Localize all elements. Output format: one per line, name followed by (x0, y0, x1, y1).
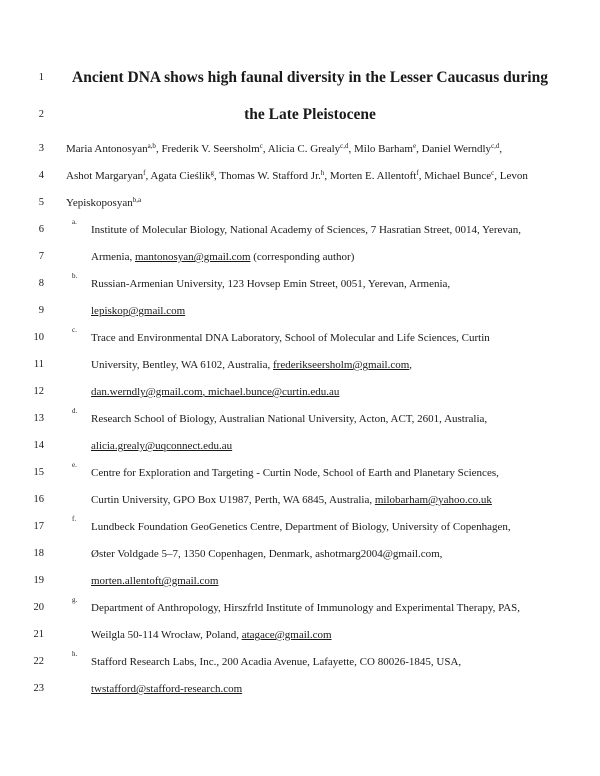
affiliation-b-line-2 (91, 301, 185, 321)
line-number: 13 (33, 413, 44, 424)
paper-title-line-2: the Late Pleistocene (244, 106, 376, 123)
email-link[interactable]: morten.allentoft@gmail.com (91, 575, 219, 587)
line-number: 3 (38, 143, 44, 154)
affiliation-a-line-1: Institute of Molecular Biology, National Academy of Sciences, 7 Hasratian Street, 0014, Yerevan, (91, 224, 522, 236)
author-name: Michael Bunce (424, 170, 492, 182)
author-affiliation-mark: c (491, 169, 495, 177)
author-affiliation-mark: c,d (491, 142, 500, 150)
line-number: 16 (33, 494, 44, 505)
manuscript-line (0, 166, 600, 186)
email-separator: , (202, 386, 209, 398)
line-number: 6 (38, 224, 44, 235)
author-name: Yepiskoposyan (66, 197, 133, 209)
manuscript-line (0, 544, 600, 564)
affiliation-marker: e. (72, 461, 77, 469)
email-text: michael.bunce@curtin.edu.au (208, 386, 340, 398)
affiliation-text: (corresponding author) (250, 251, 355, 263)
line-number: 21 (33, 629, 44, 640)
email-link[interactable]: frederikseersholm@gmail.com (273, 359, 410, 371)
affiliation-marker: g. (72, 596, 78, 604)
affiliation-f-line-3 (91, 571, 218, 591)
author-name: Alicia C. Grealy (267, 143, 341, 155)
email-link[interactable] (91, 386, 339, 398)
affiliation-marker: d. (72, 407, 78, 415)
manuscript-line (0, 274, 600, 294)
line-number: 23 (33, 683, 44, 694)
author-affiliation-mark: h (320, 169, 325, 177)
manuscript-line (0, 382, 600, 402)
affiliation-marker: b. (72, 272, 78, 280)
email-link[interactable]: mantonosyan@gmail.com (134, 251, 251, 263)
affiliation-f-line-1: Lundbeck Foundation GeoGenetics Centre, Department of Biology, University of Copenhagen, (91, 521, 511, 533)
line-number: 9 (38, 305, 44, 316)
manuscript-line (0, 105, 600, 125)
affiliation-e-line-2 (91, 490, 492, 510)
author-affiliation-mark: e (412, 142, 417, 150)
affiliation-g-line-2 (91, 625, 332, 645)
manuscript-line (0, 301, 600, 321)
affiliation-e-line-1: Centre for Exploration and Targeting - Curtin Node, School of Earth and Planetary Sciences, (91, 467, 499, 479)
line-number: 4 (38, 170, 44, 181)
author-affiliation-mark: f (143, 169, 146, 177)
author-name: Milo Barham (354, 143, 413, 155)
manuscript-line (0, 598, 600, 618)
author-affiliation-mark: c (259, 142, 263, 150)
affiliation-h-line-1: Stafford Research Labs, Inc., 200 Acadia Avenue, Lafayette, CO 80026-1845, USA, (91, 656, 462, 668)
author-name: Thomas W. Stafford Jr. (219, 170, 321, 182)
line-number: 18 (33, 548, 44, 559)
author-affiliation-mark: c,d (340, 142, 349, 150)
affiliation-marker: h. (72, 650, 78, 658)
line-number: 15 (33, 467, 44, 478)
affiliation-text: Weilgla 50-114 Wrocław, Poland, (91, 629, 242, 641)
manuscript-line (0, 436, 600, 456)
manuscript-line (0, 625, 600, 645)
affiliation-d-line-1: Research School of Biology, Australian National University, Acton, ACT, 2601, Australia, (91, 413, 488, 425)
paper-title-line-1: Ancient DNA shows high faunal diversity in the Lesser Caucasus during (72, 69, 548, 86)
affiliation-c-line-1: Trace and Environmental DNA Laboratory, School of Molecular and Life Sciences, Curtin (91, 332, 490, 344)
author-affiliation-mark: g (210, 169, 215, 177)
author-name: Levon (499, 170, 528, 182)
manuscript-line (0, 679, 600, 699)
author-name: Maria Antonosyan (66, 143, 148, 155)
line-number: 1 (38, 72, 44, 83)
affiliation-marker: a. (72, 218, 77, 226)
affiliation-text: Curtin University, GPO Box U1987, Perth, WA 6845, Australia, (91, 494, 375, 506)
affiliation-b-line-1: Russian-Armenian University, 123 Hovsep Emin Street, 0051, Yerevan, Armenia, (91, 278, 451, 290)
author-affiliation-mark: b,a (132, 196, 142, 204)
author-affiliation-mark: f (416, 169, 419, 177)
manuscript-line (0, 409, 600, 429)
line-number: 20 (33, 602, 44, 613)
manuscript-line (0, 517, 600, 537)
affiliation-text: Armenia, (91, 251, 135, 263)
line-number: 17 (33, 521, 44, 532)
line-number: 2 (38, 109, 44, 120)
author-affiliation-mark: a,b (147, 142, 156, 150)
affiliation-d-line-2 (91, 436, 232, 456)
manuscript-line (0, 463, 600, 483)
email-link[interactable]: milobarham@yahoo.co.uk (374, 494, 492, 506)
author-name: Agata Cieślik (150, 170, 211, 182)
manuscript-line (0, 139, 600, 159)
line-number: 12 (33, 386, 44, 397)
manuscript-line (0, 355, 600, 375)
email-link[interactable]: alicia.grealy@uqconnect.edu.au (91, 440, 233, 452)
email-link[interactable]: twstafford@stafford-research.com (91, 683, 243, 695)
author-list-line-3 (66, 193, 141, 213)
affiliation-text: , (409, 359, 413, 371)
line-number: 8 (38, 278, 44, 289)
line-number: 7 (38, 251, 44, 262)
line-number: 19 (33, 575, 44, 586)
affiliation-text: University, Bentley, WA 6102, Australia, (91, 359, 273, 371)
email-link[interactable]: lepiskop@gmail.com (91, 305, 186, 317)
author-name: Morten E. Allentoft (329, 170, 417, 182)
manuscript-line (0, 220, 600, 240)
affiliation-marker: f. (72, 515, 77, 523)
affiliation-c-line-3 (91, 382, 339, 402)
author-name: Frederik V. Seersholm (161, 143, 260, 155)
author-name: Ashot Margaryan (66, 170, 144, 182)
manuscript-line (0, 193, 600, 213)
affiliation-marker: c. (72, 326, 77, 334)
line-number: 22 (33, 656, 44, 667)
affiliation-c-line-2 (91, 355, 412, 375)
manuscript-line (0, 68, 600, 88)
affiliation-a-line-2 (91, 247, 354, 267)
affiliation-g-line-1: Department of Anthropology, Hirszfrld Institute of Immunology and Experimental Therapy, PAS, (91, 602, 521, 614)
manuscript-line (0, 490, 600, 510)
manuscript-line (0, 571, 600, 591)
email-link[interactable]: atagace@gmail.com (241, 629, 332, 641)
manuscript-line (0, 652, 600, 672)
line-number: 14 (33, 440, 44, 451)
affiliation-h-line-2 (91, 679, 242, 699)
manuscript-line (0, 247, 600, 267)
author-list-line-2: Ashot Margaryan$^f$, Agata Cieślik$^g$, Thomas W. Stafford Jr.$^h$, Morten E. Allentoft$^f$, Michael Bunce$^c$, Levon (66, 169, 528, 182)
email-text: dan.werndly@gmail.com (91, 386, 203, 398)
line-number: 5 (38, 197, 44, 208)
manuscript-line (0, 328, 600, 348)
line-number: 10 (33, 332, 44, 343)
affiliation-f-line-2: Øster Voldgade 5–7, 1350 Copenhagen, Denmark, ashotmarg2004@gmail.com, (91, 548, 443, 560)
line-number: 11 (33, 359, 44, 370)
author-name: Daniel Werndly (421, 143, 492, 155)
author-list-line-1: Maria Antonosyan$^{a,b}$, Frederik V. Seersholm$^c$, Alicia C. Grealy$^{c,d}$, Milo Barham$^e$, Daniel Werndly$^{c,d}$, (66, 142, 503, 155)
